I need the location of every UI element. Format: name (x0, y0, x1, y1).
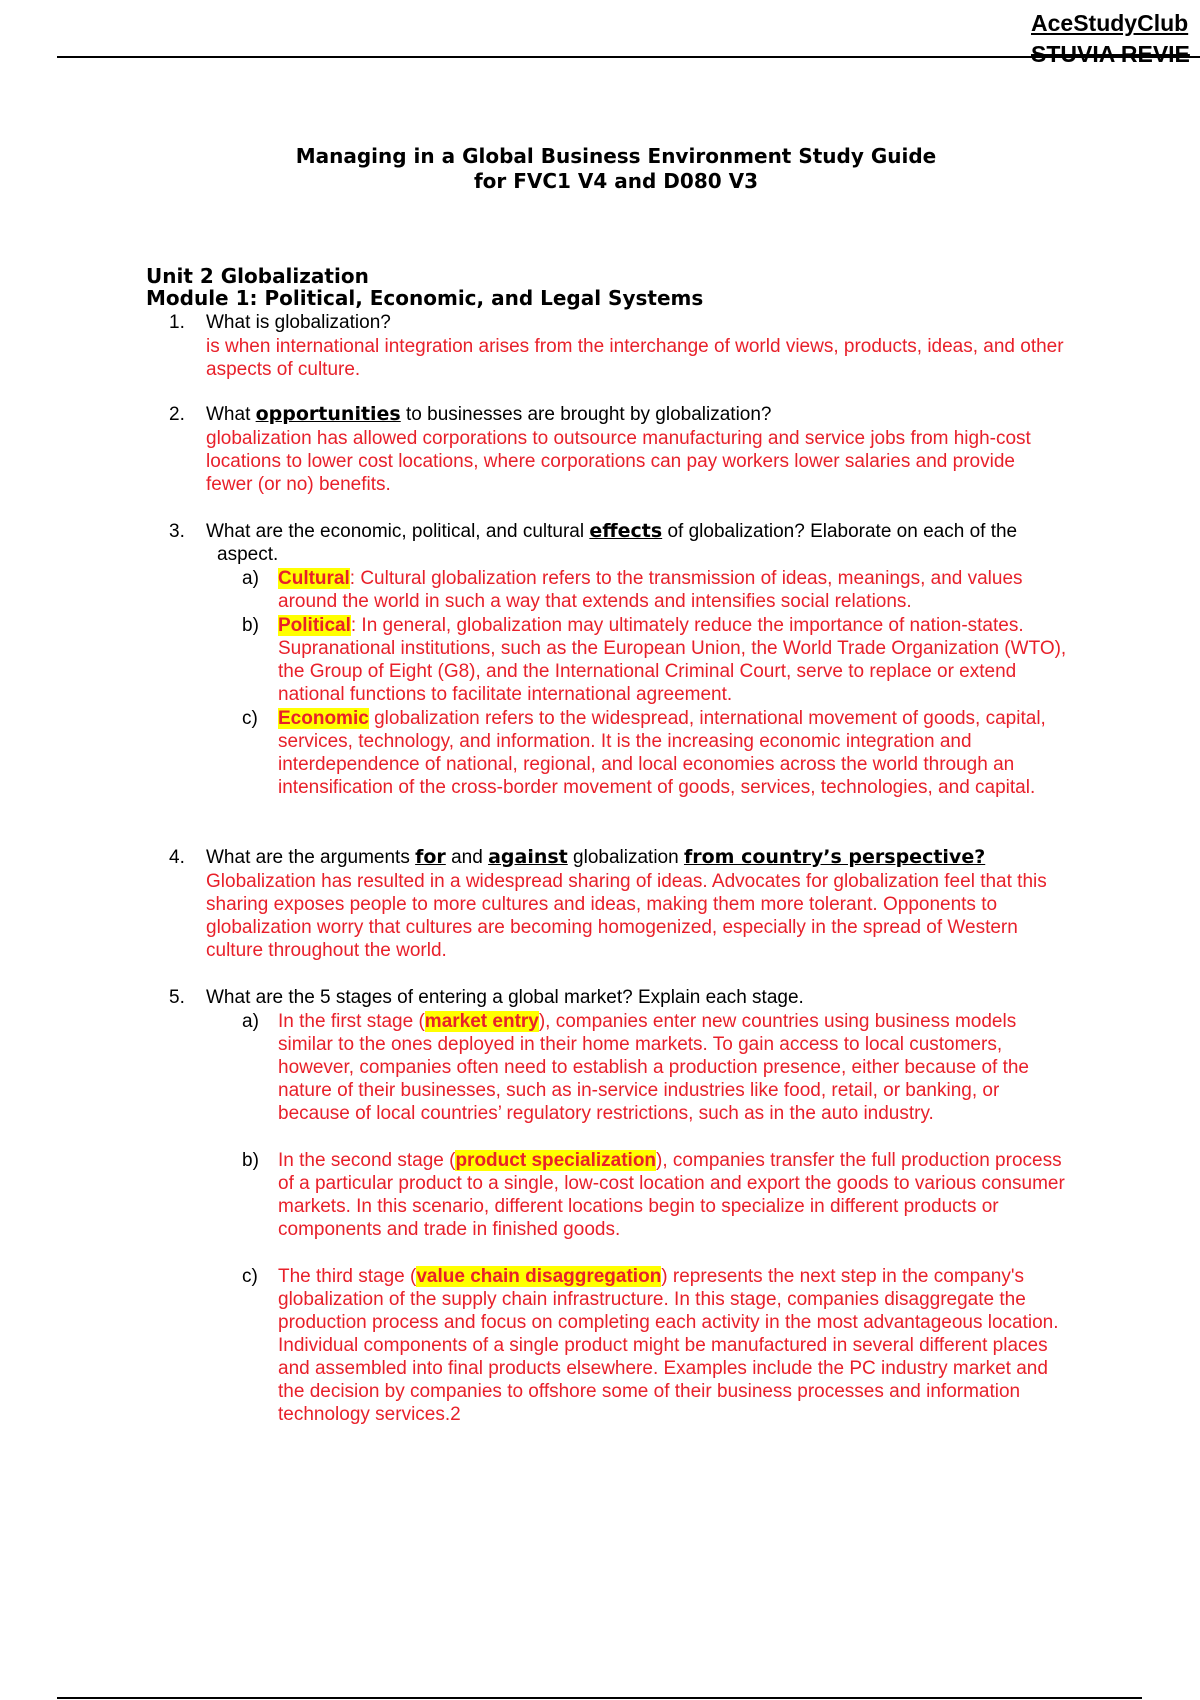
list-item-label: a) (242, 568, 259, 589)
list-item-body: In the second stage ( (278, 1150, 456, 1171)
answer-1: is when international integration arises from the interchange of world views, products, ideas, and other aspects of culture. (206, 336, 1064, 380)
highlighted-term: market entry (424, 1011, 539, 1032)
question-text-part: and (445, 847, 489, 868)
list-item-text (278, 614, 1068, 706)
keyword-country-perspective: from country’s perspective? (683, 846, 986, 868)
list-item-text (278, 1010, 1068, 1125)
keyword-against: against (488, 846, 568, 868)
question-number: 2. (169, 404, 185, 425)
keyword-effects: effects (589, 520, 663, 542)
highlighted-term: Political (278, 615, 351, 636)
watermark-line-2: STUVIA REVIE (1031, 41, 1190, 67)
list-item-body: ), companies transfer the full production process of a particular product to a single, low-cost location and export the goods to various consumer markets. In this scenario, different locations begin to specialize in different products or components and trade in finished goods. (278, 1150, 1065, 1240)
question-text (206, 846, 1066, 869)
question-text-part: What (206, 404, 256, 425)
question-text-part: What are the arguments (206, 847, 416, 868)
list-item-text (278, 1149, 1068, 1241)
question-text-part: What are the economic, political, and cultural (206, 521, 590, 542)
keyword-opportunities: opportunities (255, 403, 401, 425)
list-item-body: In the first stage ( (278, 1011, 425, 1032)
title-line-1: Managing in a Global Business Environment Study Guide (295, 144, 937, 168)
question-text-part: of globalization? Elaborate on each of the aspect. (217, 521, 1018, 565)
list-item-label: a) (242, 1011, 259, 1032)
question-text-part: globalization (567, 847, 684, 868)
highlighted-term: value chain disaggregation (416, 1266, 662, 1287)
unit-heading: Unit 2 Globalization (146, 264, 369, 288)
list-item-label: c) (242, 708, 258, 729)
module-heading: Module 1: Political, Economic, and Legal Systems (146, 286, 704, 310)
question-text-part: to businesses are brought by globalization? (400, 404, 772, 425)
header-rule (57, 56, 1200, 58)
question-text: What are the 5 stages of entering a global market? Explain each stage. (206, 987, 804, 1008)
title-line-2: for FVC1 V4 and D080 V3 (473, 169, 759, 193)
keyword-for: for (415, 846, 446, 868)
document-title (0, 144, 1200, 194)
list-item-text (278, 707, 1068, 799)
list-item-label: b) (242, 615, 259, 636)
highlighted-term: product specialization (455, 1150, 657, 1171)
list-item-body: : In general, globalization may ultimately reduce the importance of nation-states. Supranational institutions, such as the European Union, the World Trade Organization (WTO), the Group of Eight (G8), and the International Criminal Court, serve to replace or extend national functions to facilitate international agreement. (278, 615, 1067, 705)
question-text (206, 520, 1066, 566)
list-item-label: b) (242, 1150, 259, 1171)
list-item-body: ) represents the next step in the company's globalization of the supply chain infrastructure. In this stage, companies disaggregate the production process and focus on completing each activity in the most advantageous location. Individual components of a single product might be manufactured in several different places and assembled into final products elsewhere. Examples include the PC industry market and the decision by companies to offshore some of their business processes and information technology services.2 (278, 1266, 1059, 1425)
highlighted-term: Economic (278, 708, 369, 729)
watermark (1031, 8, 1200, 70)
list-item-label: c) (242, 1266, 258, 1287)
question-text: What is globalization? (206, 312, 391, 333)
question-number: 1. (169, 312, 185, 333)
list-item-body: : Cultural globalization refers to the transmission of ideas, meanings, and values around the world in such a way that extends and intensifies social relations. (278, 568, 1023, 612)
answer-4: Globalization has resulted in a widespread sharing of ideas. Advocates for globalization feel that this sharing exposes people to more cultures and ideas, making them more tolerant. Opponents to globalization worry that cultures are becoming homogenized, especially in the spread of Western culture throughout the world. (206, 871, 1047, 961)
question-number: 4. (169, 847, 185, 868)
question-number: 3. (169, 521, 185, 542)
list-item-text (278, 1265, 1068, 1426)
list-item-body: globalization refers to the widespread, international movement of goods, capital, services, technology, and information. It is the increasing economic integration and interdependence of national, regional, and local economies across the world through an intensification of the cross-border movement of goods, services, technologies, and capital. (278, 708, 1046, 798)
footer-rule (57, 1697, 1142, 1699)
question-text (206, 403, 1066, 426)
highlighted-term: Cultural (278, 568, 350, 589)
watermark-line-1: AceStudyClub (1031, 10, 1189, 36)
list-item-body: The third stage ( (278, 1266, 417, 1287)
list-item-text (278, 567, 1068, 613)
list-item-body: ), companies enter new countries using business models similar to the ones deployed in their home markets. To gain access to local customers, however, companies often need to establish a production presence, either because of the nature of their businesses, such as in-service industries like food, retail, or banking, or because of local countries’ regulatory restrictions, such as in the auto industry. (278, 1011, 1029, 1124)
question-number: 5. (169, 987, 185, 1008)
answer-2: globalization has allowed corporations to outsource manufacturing and service jobs from high-cost locations to lower cost locations, where corporations can pay workers lower salaries and provide fewer (or no) benefits. (206, 428, 1031, 495)
